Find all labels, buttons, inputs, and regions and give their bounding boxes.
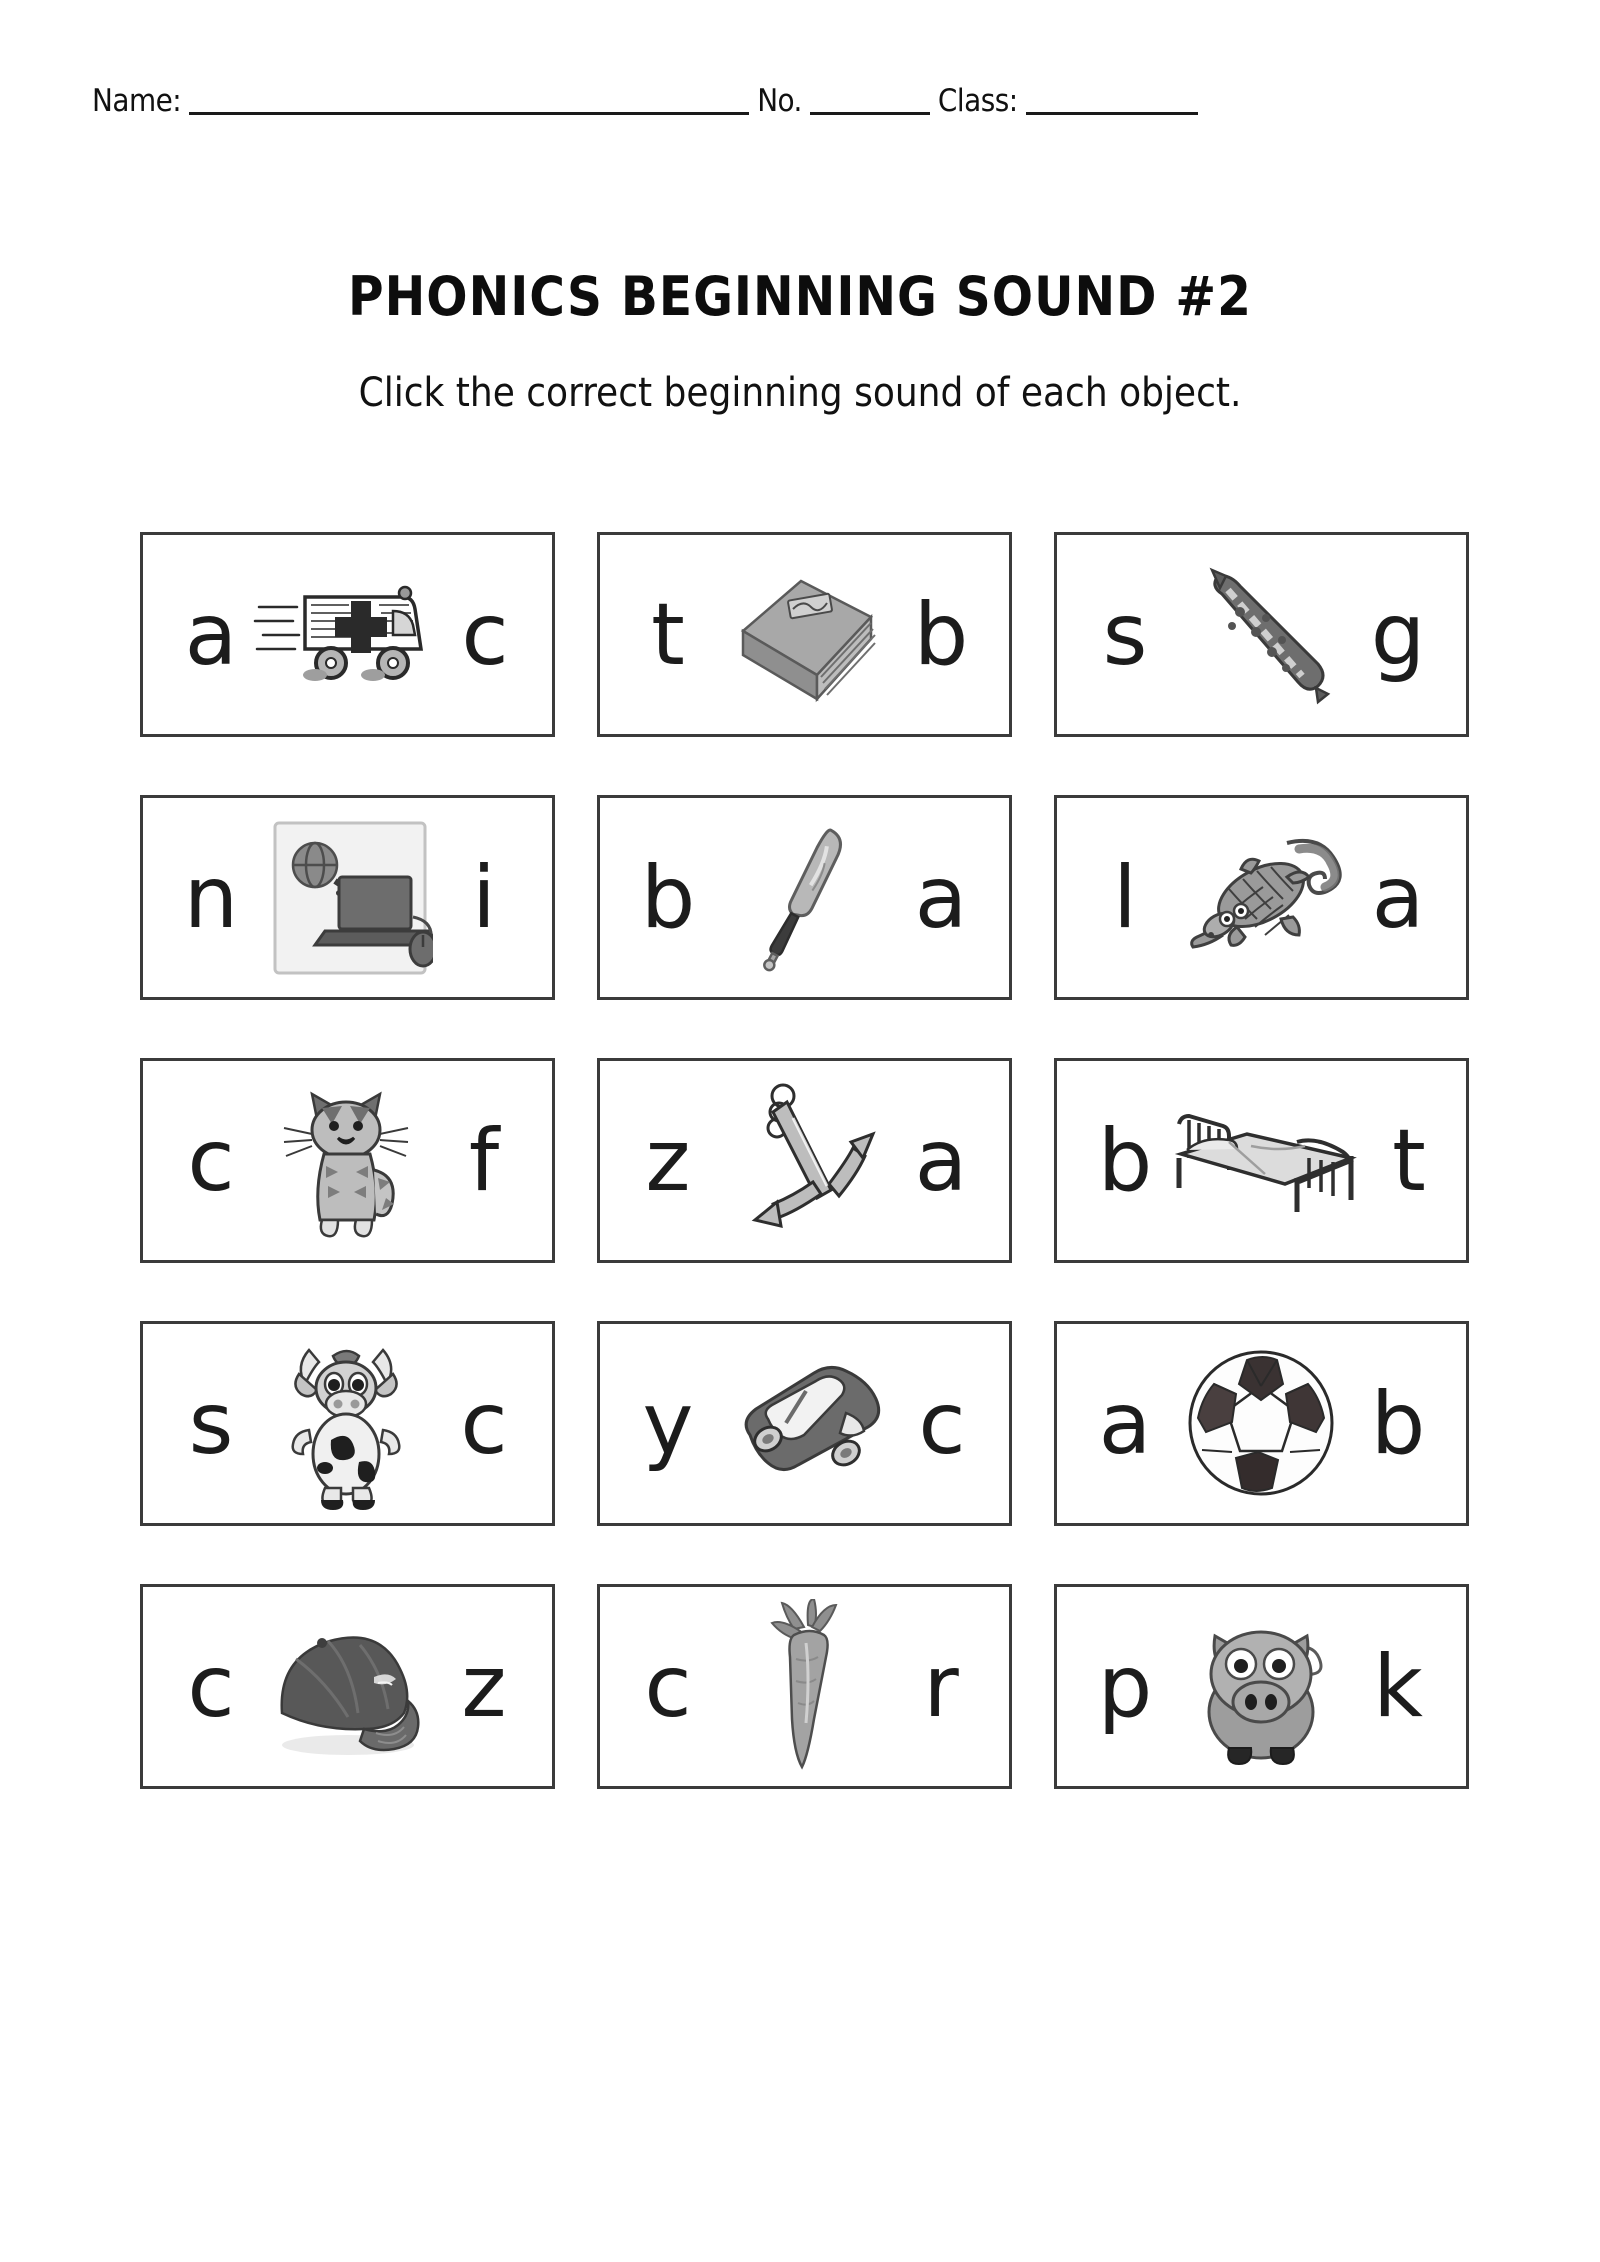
choice-right[interactable]: c	[918, 1373, 966, 1474]
choice-left[interactable]: t	[651, 584, 685, 685]
choice-right[interactable]: c	[461, 584, 509, 685]
baseball-bat-icon	[710, 798, 899, 997]
choice-right[interactable]: b	[1370, 1373, 1426, 1474]
choice-left[interactable]: b	[1097, 1110, 1153, 1211]
choice-left[interactable]: n	[183, 847, 239, 948]
alligator-icon	[1167, 798, 1356, 997]
choice-right[interactable]: a	[1371, 847, 1425, 948]
choice-left[interactable]: a	[1098, 1373, 1152, 1474]
choice-left[interactable]: p	[1097, 1636, 1153, 1737]
choice-right[interactable]: i	[472, 847, 496, 948]
question-box	[1054, 1321, 1469, 1526]
choice-right[interactable]: t	[1392, 1110, 1426, 1211]
soccer-ball-icon	[1167, 1324, 1356, 1523]
choice-right[interactable]: r	[923, 1636, 959, 1737]
sausage-icon	[1167, 535, 1356, 734]
anchor-icon	[710, 1061, 899, 1260]
no-input-line[interactable]	[810, 112, 930, 115]
choice-right[interactable]: z	[461, 1636, 507, 1737]
question-box	[1054, 1058, 1469, 1263]
choice-right[interactable]: a	[914, 847, 968, 948]
question-box	[140, 1321, 555, 1526]
choice-right[interactable]: f	[468, 1110, 500, 1211]
name-label: Name:	[92, 83, 182, 119]
car-icon	[710, 1324, 900, 1523]
question-box	[140, 1584, 555, 1789]
cow-icon	[253, 1324, 442, 1523]
internet-icon	[253, 798, 442, 997]
question-box	[597, 1058, 1012, 1263]
name-input-line[interactable]	[189, 112, 749, 115]
choice-left[interactable]: c	[187, 1110, 235, 1211]
cat-icon	[253, 1061, 442, 1260]
question-box	[1054, 1584, 1469, 1789]
choice-left[interactable]: s	[1102, 584, 1148, 685]
question-box	[597, 1321, 1012, 1526]
choice-right[interactable]: c	[460, 1373, 508, 1474]
choice-left[interactable]: b	[640, 847, 696, 948]
question-box	[597, 532, 1012, 737]
question-box	[1054, 532, 1469, 737]
choice-left[interactable]: c	[187, 1636, 235, 1737]
question-box	[140, 795, 555, 1000]
class-input-line[interactable]	[1026, 112, 1198, 115]
no-label: No.	[757, 83, 802, 119]
choice-right[interactable]: g	[1370, 584, 1426, 685]
cap-icon	[253, 1587, 442, 1786]
carrot-icon	[710, 1587, 899, 1786]
class-label: Class:	[937, 83, 1018, 119]
bed-icon	[1167, 1061, 1367, 1260]
question-grid	[140, 532, 1470, 1789]
question-box	[597, 1584, 1012, 1789]
student-info-header	[92, 83, 1508, 119]
choice-left[interactable]: z	[645, 1110, 691, 1211]
choice-left[interactable]: s	[188, 1373, 234, 1474]
choice-right[interactable]: a	[914, 1110, 968, 1211]
page-title: PHONICS BEGINNING SOUND #2	[348, 265, 1252, 328]
book-icon	[710, 535, 899, 734]
choice-left[interactable]: y	[642, 1373, 694, 1474]
ambulance-icon	[253, 535, 443, 734]
pig-icon	[1167, 1587, 1356, 1786]
question-box	[140, 532, 555, 737]
question-box	[140, 1058, 555, 1263]
choice-right[interactable]: k	[1373, 1636, 1423, 1737]
choice-left[interactable]: c	[644, 1636, 692, 1737]
choice-left[interactable]: a	[184, 584, 238, 685]
question-box	[1054, 795, 1469, 1000]
choice-left[interactable]: l	[1113, 847, 1137, 948]
question-box	[597, 795, 1012, 1000]
instructions: Click the correct beginning sound of each object.	[358, 370, 1242, 416]
choice-right[interactable]: b	[913, 584, 969, 685]
